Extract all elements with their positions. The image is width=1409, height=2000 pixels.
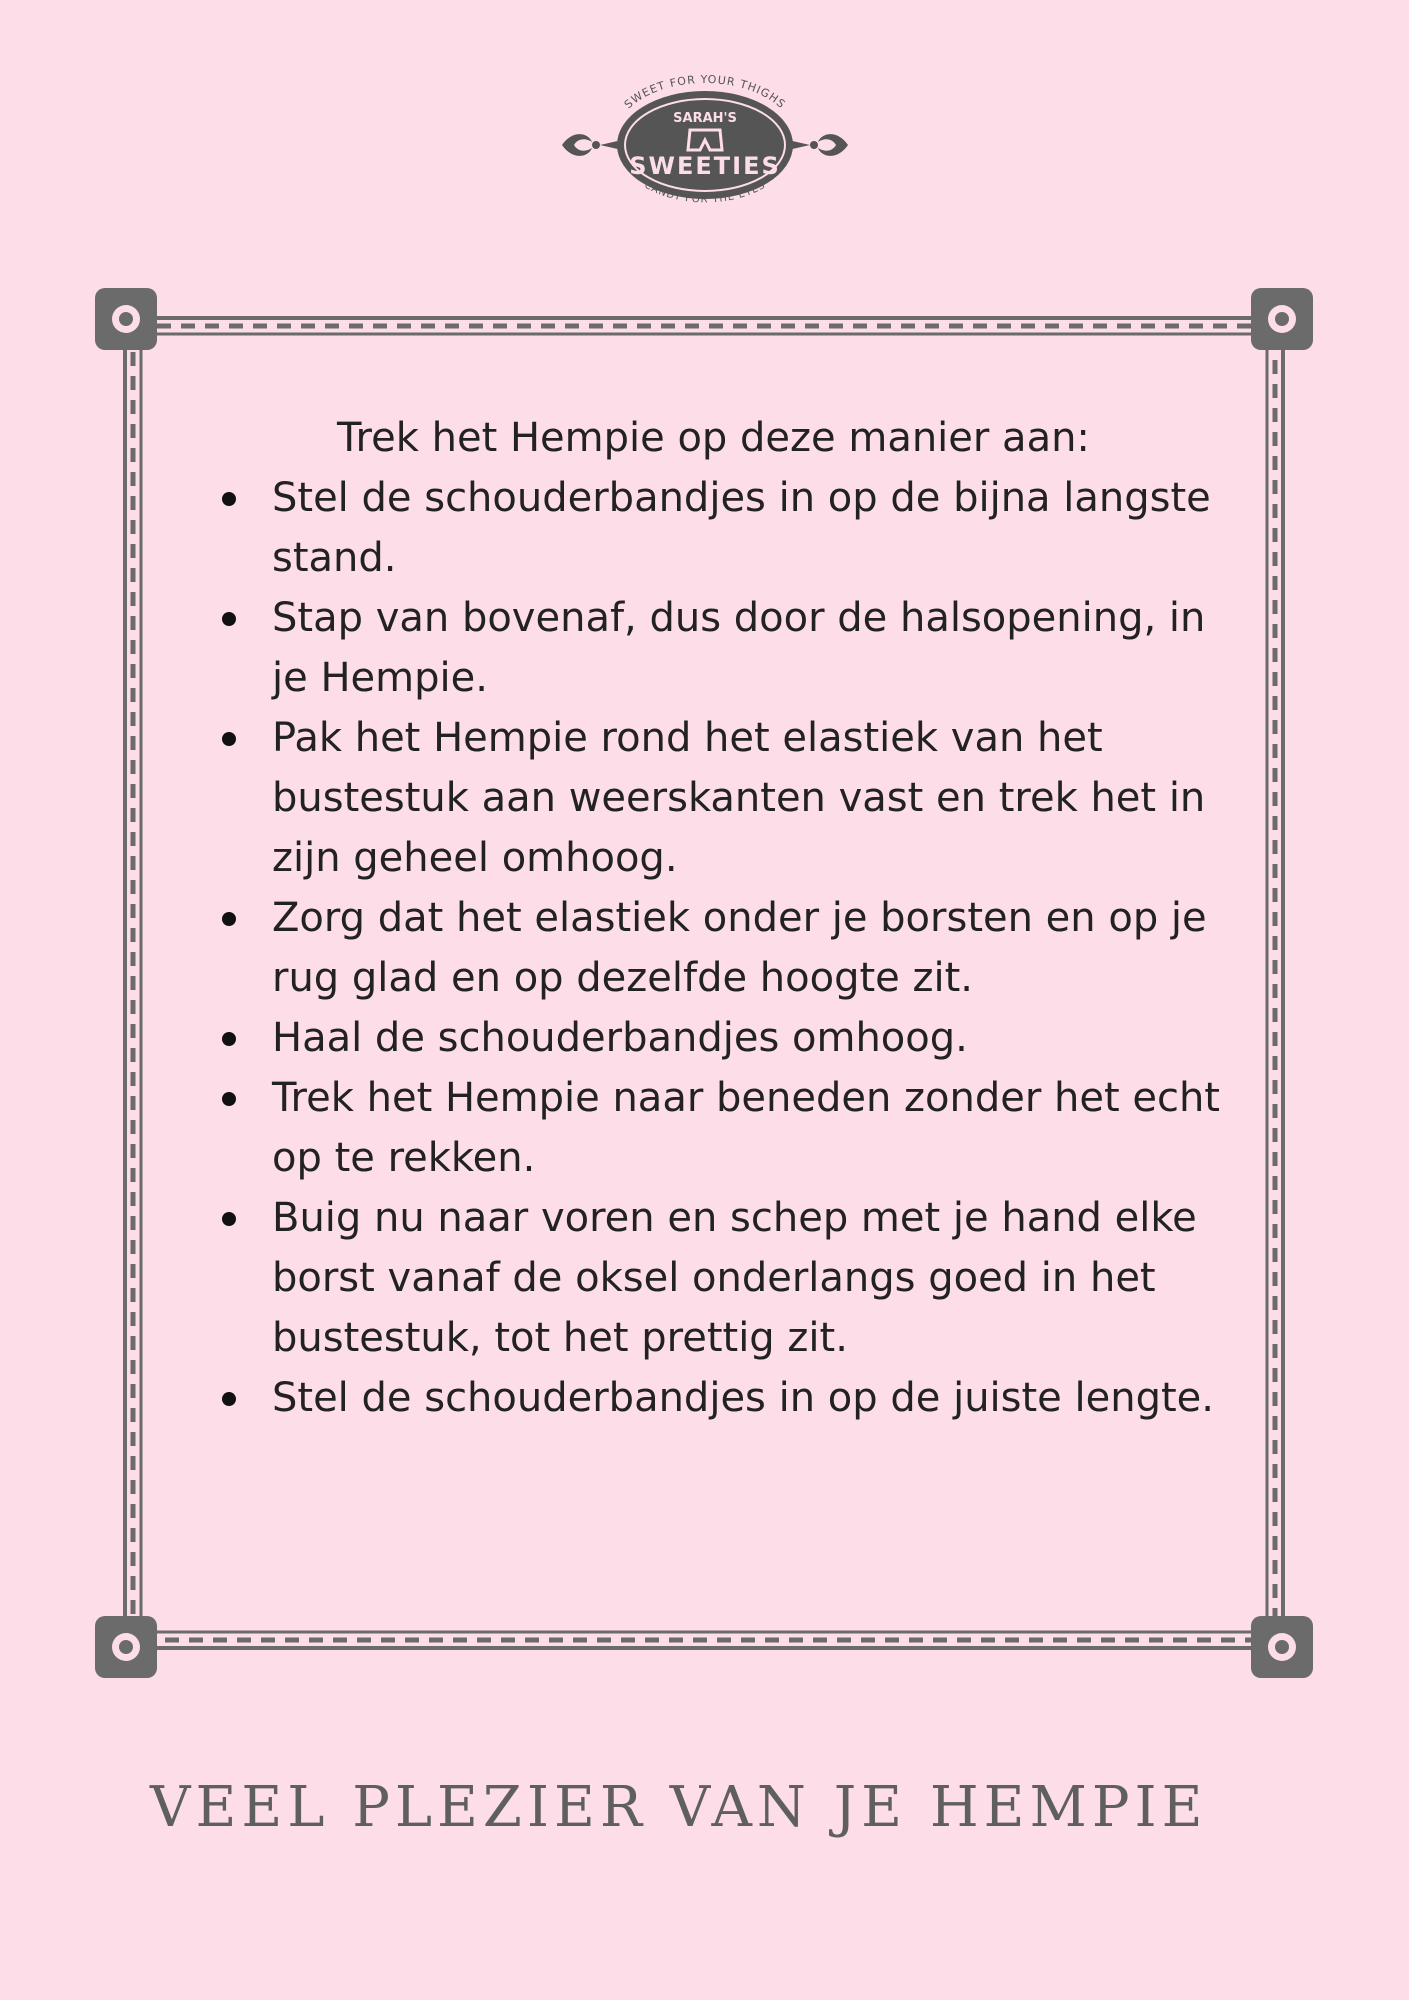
step-line: Stel de schouderbandjes in op de bijna langste: [272, 475, 1211, 521]
bullet-icon: [222, 732, 236, 746]
step-line: Zorg dat het elastiek onder je borsten en op je: [272, 895, 1207, 941]
logo-bottom-arc-text: CANDY FOR THE EYES: [642, 179, 768, 206]
badge-shape: [617, 91, 793, 199]
step-line: Trek het Hempie naar beneden zonder het echt: [272, 1075, 1220, 1121]
logo-top-arc-text: SWEET FOR YOUR THIGHS: [621, 72, 789, 112]
step-line: Buig nu naar voren en schep met je hand elke: [272, 1195, 1197, 1241]
instruction-step-6: [210, 1068, 1220, 1188]
right-ornament-icon: [788, 134, 848, 156]
instruction-step-7: [210, 1188, 1220, 1368]
step-line: Stel de schouderbandjes in op de juiste lengte.: [272, 1375, 1214, 1421]
instruction-step-5: [210, 1008, 1220, 1068]
step-line: stand.: [272, 535, 397, 581]
logo-name-main: SWEETIES: [629, 152, 781, 180]
step-line: bustestuk, tot het prettig zit.: [272, 1315, 848, 1361]
instruction-step-2: [210, 588, 1220, 708]
sarahs-sweeties-logo: [560, 70, 850, 220]
step-line: zijn geheel omhoog.: [272, 835, 678, 881]
instruction-step-3: [210, 708, 1220, 888]
bullet-icon: [222, 612, 236, 626]
instruction-steps-list: [210, 468, 1220, 1428]
bullet-icon: [222, 912, 236, 926]
bottom-right-corner-ornament-icon: [1251, 1616, 1313, 1678]
step-line: bustestuk aan weerskanten vast en trek het in: [272, 775, 1206, 821]
top-right-corner-ornament-icon: [1251, 288, 1313, 350]
step-line: Pak het Hempie rond het elastiek van het: [272, 715, 1103, 761]
step-line: Haal de schouderbandjes omhoog.: [272, 1015, 968, 1061]
footer-message: VEEL PLEZIER VAN JE HEMPIE: [150, 1775, 1208, 1840]
left-ornament-icon: [562, 134, 622, 156]
bullet-icon: [222, 1392, 236, 1406]
top-left-corner-ornament-icon: [95, 288, 157, 350]
logo-name-top: SARAH'S: [673, 111, 737, 126]
step-line: op te rekken.: [272, 1135, 536, 1181]
instructions-intro: Trek het Hempie op deze manier aan:: [337, 415, 1090, 461]
bottom-left-corner-ornament-icon: [95, 1616, 157, 1678]
step-line: je Hempie.: [272, 655, 488, 701]
instructions-block: [210, 408, 1220, 1428]
bullet-icon: [222, 1092, 236, 1106]
step-line: rug glad en op dezelfde hoogte zit.: [272, 955, 973, 1001]
instruction-step-8: [210, 1368, 1220, 1428]
instruction-step-4: [210, 888, 1220, 1008]
bullet-icon: [222, 492, 236, 506]
bullet-icon: [222, 1212, 236, 1226]
instruction-step-1: [210, 468, 1220, 588]
step-line: borst vanaf de oksel onderlangs goed in het: [272, 1255, 1156, 1301]
bullet-icon: [222, 1032, 236, 1046]
step-line: Stap van bovenaf, dus door de halsopening, in: [272, 595, 1206, 641]
